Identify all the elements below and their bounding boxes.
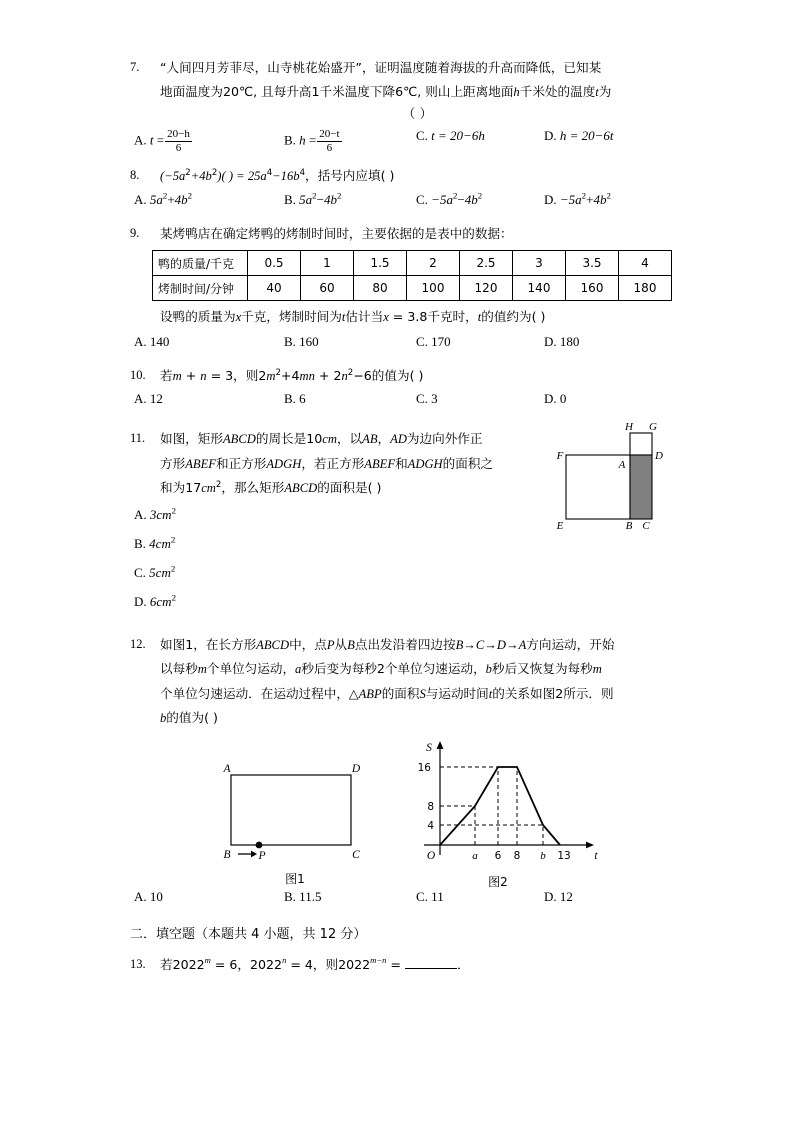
q7-var-h: h	[513, 84, 520, 99]
question-11-figure	[552, 419, 677, 531]
x-tick-b: b	[540, 849, 546, 862]
question-13-stem: 若$2022^m = 6$，$2022^n = 4$，则$2022^{m-n}$ = ．	[160, 955, 470, 972]
section-2-heading: 二．填空题（本题共 4 小题，共 12 分）	[130, 926, 367, 942]
q7-frac-a: $\frac{20-h}{6}$	[167, 128, 190, 154]
x-tick-8: 8	[513, 849, 521, 862]
label-C: C	[642, 520, 650, 531]
question-7-stem	[160, 56, 675, 126]
cell-time-7: 180	[619, 276, 672, 301]
question-10	[130, 364, 675, 389]
triangle-symbol: △	[348, 685, 359, 701]
duck-roasting-table-wrap	[152, 250, 675, 301]
q7-answer-paren: （ ）	[402, 107, 433, 122]
x-axis-label: t	[594, 849, 598, 862]
question-9-number: 9.	[130, 225, 140, 240]
label-C: C	[352, 848, 360, 861]
question-9	[130, 222, 675, 246]
question-10-stem: 若m + n = 3，则$2m^2+4mn + 2n^2-6$的值为( )	[160, 367, 424, 383]
question-12-options	[134, 889, 675, 917]
question-10-options	[134, 391, 675, 419]
y-tick-8: 8	[427, 800, 434, 813]
label-B: B	[223, 848, 231, 861]
rectangle-abcd	[231, 775, 351, 845]
question-8-stem: $(-5a^2+4b^2)$( ) = $25a^4-16b^4$，括号内应填( )	[160, 167, 395, 183]
question-9-options	[134, 334, 675, 362]
q9-option-b[interactable]: B. 160	[284, 333, 319, 349]
q9-option-c[interactable]: C. 170	[416, 333, 451, 349]
figure-2-caption: 图2	[488, 874, 508, 889]
question-11-stem: 如图，矩形ABCD的周长是10cm，以AB，AD为边向外作正 方形ABEF和正方形ADGH，若正方形ABEF和ADGH的面积之 和为$17cm^2$，那么矩形ABCD的面积是( )	[160, 431, 494, 495]
cell-mass-6: 3.5	[566, 251, 619, 276]
cell-time-3: 100	[407, 276, 460, 301]
table-row	[153, 251, 672, 276]
label-D: D	[351, 762, 361, 775]
q7-line2a: 地面温度为20℃, 且每升高1千米温度下降6℃, 则山上距离地面	[160, 83, 514, 99]
q11-option-a[interactable]: A. $3cm^2$	[134, 505, 176, 522]
row-head-mass: 鸭的质量/千克	[153, 251, 248, 276]
s-vs-t-chart	[410, 737, 605, 867]
y-axis-arrow	[437, 741, 444, 749]
cell-time-4: 120	[460, 276, 513, 301]
answer-blank[interactable]	[405, 956, 457, 969]
q7-line1: “人间四月芳菲尽，山寺桃花始盛开”，证明温度随着海拔的升高而降低，已知某	[160, 60, 602, 75]
cell-mass-7: 4	[619, 251, 672, 276]
q10-option-c[interactable]: C. 3	[416, 391, 438, 406]
cell-mass-3: 2	[407, 251, 460, 276]
question-12	[130, 633, 675, 731]
cell-mass-5: 3	[513, 251, 566, 276]
q9-option-d[interactable]: D. 180	[544, 333, 580, 349]
question-13	[130, 953, 675, 977]
question-7-number: 7.	[130, 60, 140, 74]
figure-1-wrap	[205, 759, 385, 887]
label-A: A	[618, 459, 626, 471]
q7-option-c[interactable]: C. t = 20−6h	[416, 128, 485, 143]
cell-time-2: 80	[354, 276, 407, 301]
q8-option-c[interactable]: C. $-5a^2-4b^2$	[416, 190, 483, 207]
table-row	[153, 276, 672, 301]
cell-mass-2: 1.5	[354, 251, 407, 276]
q7-line2c: 为	[598, 83, 612, 99]
q10-option-b[interactable]: B. 6	[284, 391, 306, 406]
q11-option-d[interactable]: D. $6cm^2$	[134, 592, 176, 609]
label-P: P	[258, 849, 266, 862]
cell-mass-4: 2.5	[460, 251, 513, 276]
question-12-figures	[130, 737, 675, 887]
question-12-number: 12.	[130, 636, 146, 651]
point-p-dot	[256, 841, 263, 848]
q11-option-c[interactable]: C. $5cm^2$	[134, 563, 176, 580]
q8-option-b[interactable]: B. $5a^2-4b^2$	[284, 190, 342, 207]
q8-option-a[interactable]: A. $5a^2+4b^2$	[134, 190, 193, 207]
question-12-stem: 如图1，在长方形ABCD中，点P从B点出发沿着四边按B→C→D→A方向运动，开始 以每秒m个单位匀运动，a秒后变为每秒2个单位匀速运动，b秒后又恢复为每秒m 个单位匀速运动．在运动过程中，△ABP的面积S与运动时间t的关系如图2所示．则 b的值为( )	[160, 636, 615, 725]
q10-option-a[interactable]: A. 12	[134, 391, 163, 406]
figure-1-caption: 图1	[285, 871, 305, 886]
q7-option-a[interactable]: A. t = $\frac{20-h}{6}$	[134, 128, 190, 154]
figure-2-wrap	[410, 737, 610, 890]
rect-abcd-point-p-diagram	[205, 759, 380, 864]
cell-time-1: 60	[301, 276, 354, 301]
q12-option-b[interactable]: B. 11.5	[284, 888, 322, 904]
rect-abcd-squares-diagram	[552, 419, 677, 531]
cell-mass-0: 0.5	[248, 251, 301, 276]
y-axis-label: S	[426, 741, 432, 754]
label-G: G	[649, 421, 657, 433]
label-E: E	[556, 520, 564, 531]
label-A: A	[223, 762, 231, 775]
y-tick-4: 4	[427, 819, 434, 832]
cell-mass-1: 1	[301, 251, 354, 276]
motion-arrow-head	[251, 850, 257, 857]
cell-time-6: 160	[566, 276, 619, 301]
q12-option-c[interactable]: C. 11	[416, 888, 444, 904]
q7-frac-b: $\frac{20-t}{6}$	[319, 128, 340, 154]
q12-option-d[interactable]: D. 12	[544, 888, 573, 904]
label-H: H	[625, 421, 633, 433]
q8-option-d[interactable]: D. $-5a^2+4b^2$	[544, 190, 611, 207]
x-tick-13: 13	[557, 849, 571, 862]
q10-option-d[interactable]: D. 0	[544, 391, 567, 406]
question-9-followup: 设鸭的质量为x千克，烤制时间为t估计当x = 3.8千克时，t的值约为( )	[160, 309, 546, 324]
question-10-number: 10.	[130, 367, 146, 382]
x-tick-a: a	[472, 849, 478, 862]
question-8	[130, 164, 675, 189]
question-7-options	[134, 128, 675, 160]
label-B: B	[625, 520, 633, 531]
q12-option-a[interactable]: A. 10	[134, 888, 163, 904]
y-tick-16: 16	[417, 761, 431, 774]
question-8-options	[134, 192, 675, 220]
q9-option-a[interactable]: A. 140	[134, 333, 170, 349]
x-tick-6: 6	[494, 849, 502, 862]
question-13-number: 13.	[130, 956, 146, 971]
q11-option-b[interactable]: B. $4cm^2$	[134, 534, 176, 551]
q7-option-d[interactable]: D. h = 20−6t	[544, 128, 614, 143]
row-head-time: 烤制时间/分钟	[153, 276, 248, 301]
x-axis-arrow	[586, 841, 594, 848]
label-F: F	[556, 450, 564, 462]
duck-roasting-table	[152, 250, 672, 301]
cell-time-5: 140	[513, 276, 566, 301]
cell-time-0: 40	[248, 276, 301, 301]
origin-label: O	[426, 849, 436, 862]
label-D: D	[655, 450, 663, 462]
square-adgh	[630, 433, 652, 455]
q7-line2b: 千米处的温度	[519, 83, 596, 99]
question-7	[130, 56, 675, 126]
q7-option-b[interactable]: B. h = $\frac{20-t}{6}$	[284, 128, 340, 154]
q7-var-t: t	[595, 84, 599, 99]
page-content	[130, 56, 675, 976]
question-9-stem: 某烤鸭店在确定烤鸭的烤制时间时，主要依据的是表中的数据：	[160, 225, 513, 241]
question-8-number: 8.	[130, 168, 140, 182]
rect-abcd-shaded	[630, 455, 652, 519]
question-11-number: 11.	[130, 431, 146, 445]
